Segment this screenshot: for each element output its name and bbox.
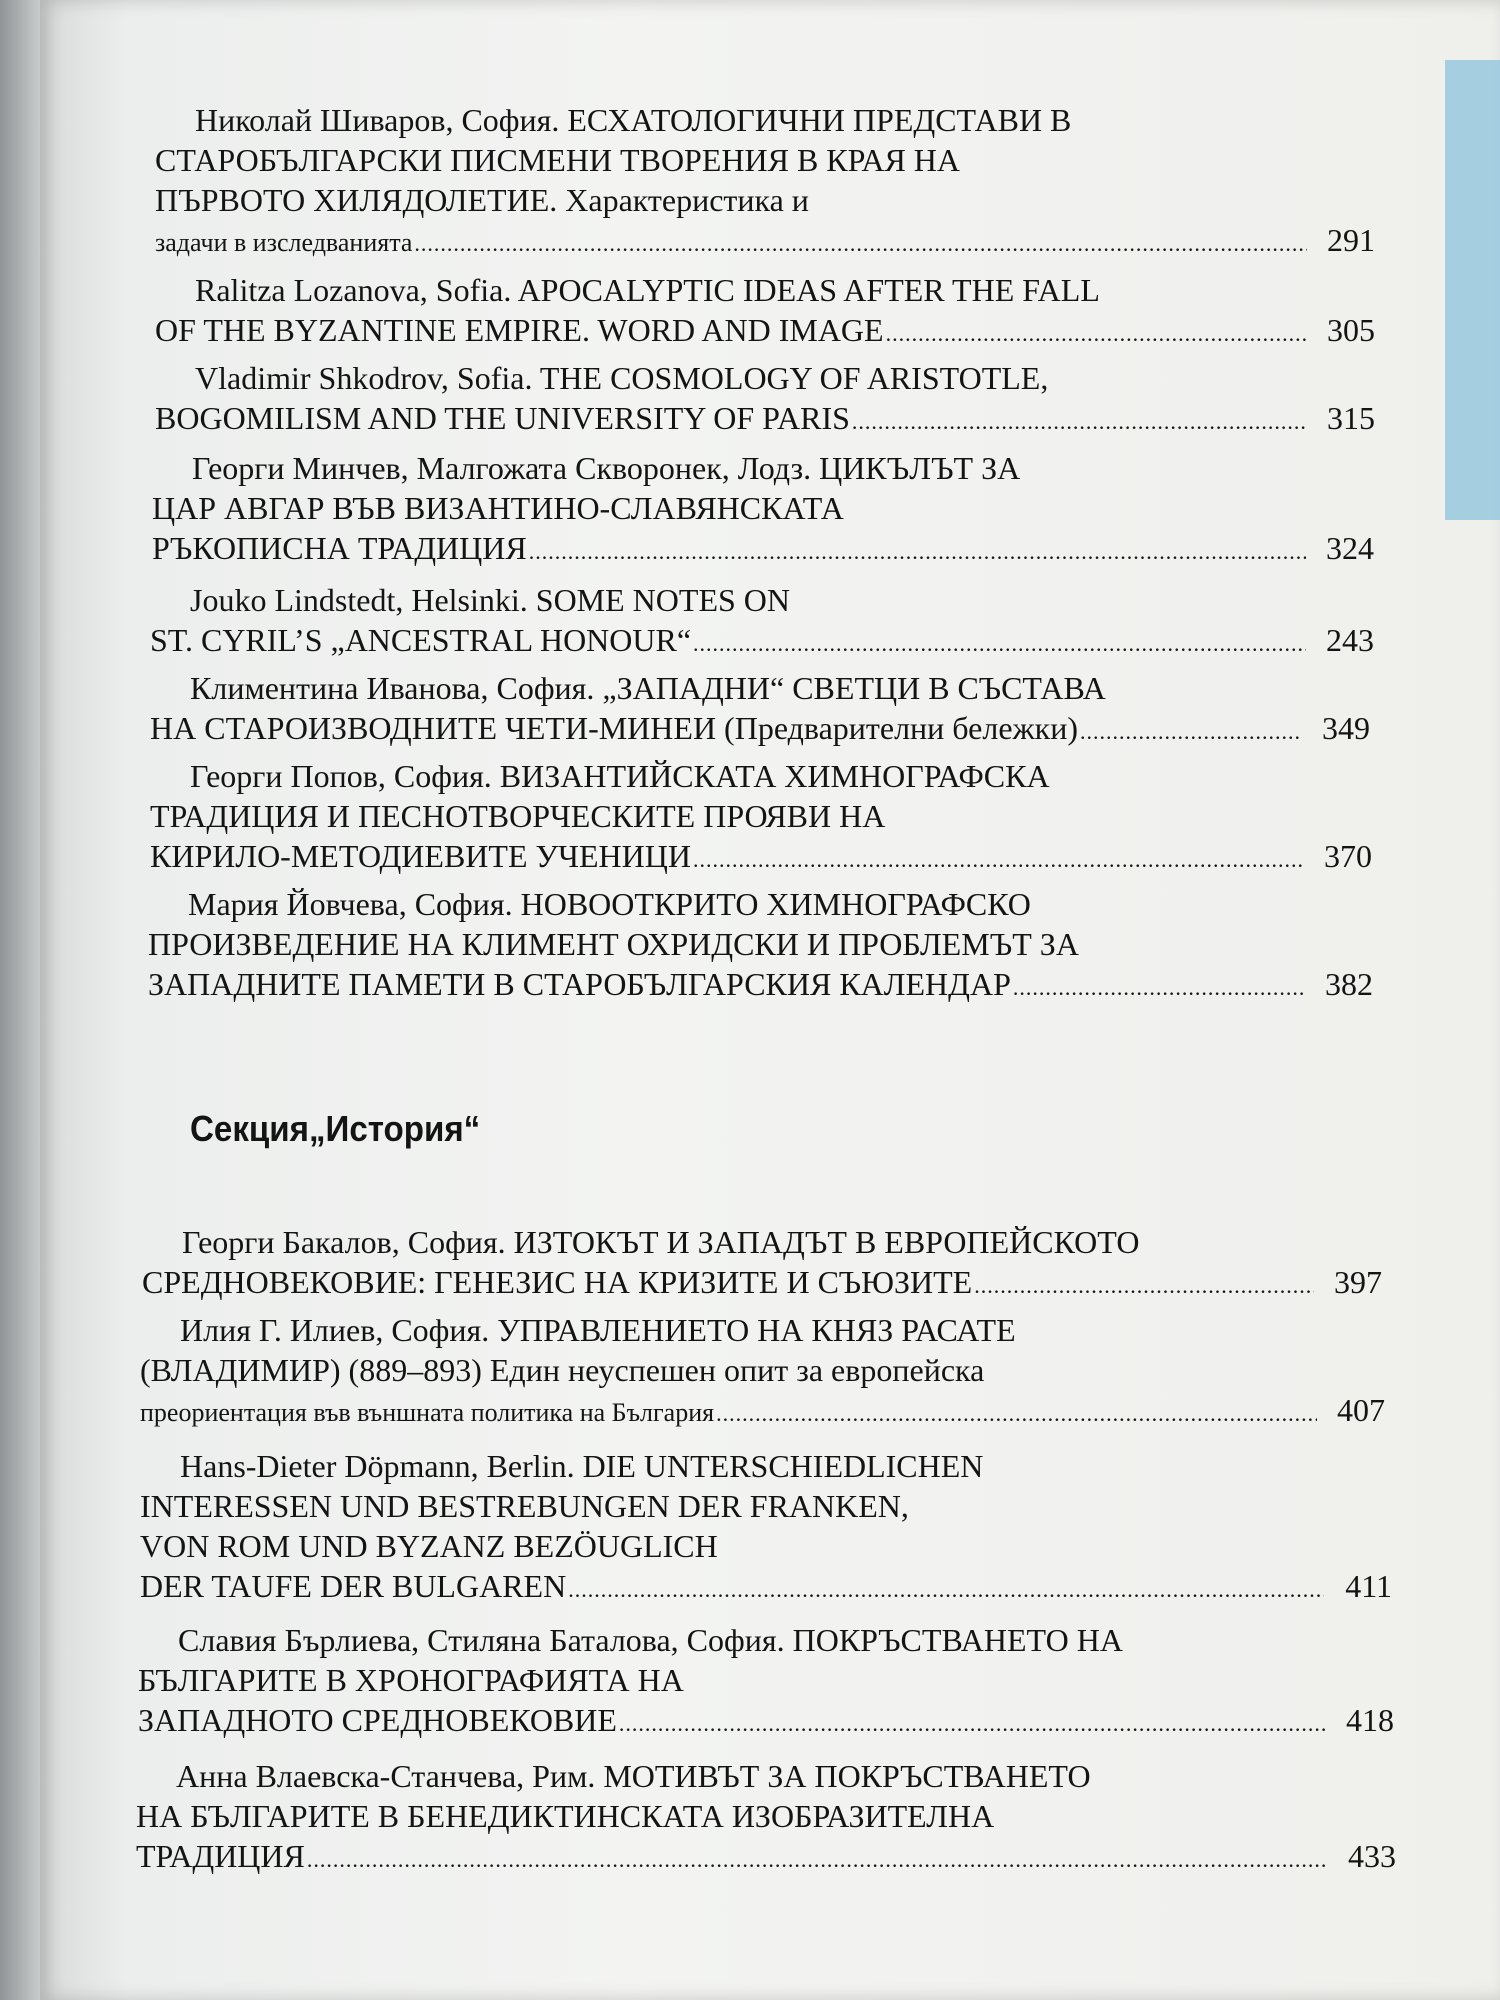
toc-entry-line: VON ROM UND BYZANZ BEZÖUGLICH bbox=[140, 1528, 718, 1564]
toc-entry-last-line bbox=[150, 620, 1374, 664]
toc-entry-title-end: СРЕДНОВЕКОВИЕ: ГЕНЕЗИС НА КРИЗИТЕ И СЪЮЗИТЕ bbox=[142, 1264, 973, 1300]
toc-entry-line: Анна Влаевска-Станчева, Рим. МОТИВЪТ ЗА ПОКРЪСТВАНЕТО bbox=[176, 1758, 1091, 1794]
toc-entry-title-end: КИРИЛО-МЕТОДИЕВИТЕ УЧЕНИЦИ bbox=[150, 838, 691, 874]
page-number: 324 bbox=[1326, 530, 1374, 566]
page-number: 349 bbox=[1322, 710, 1370, 746]
toc-entry bbox=[152, 448, 1374, 572]
dot-leader bbox=[693, 840, 1304, 880]
toc-entry-line: Георги Попов, София. ВИЗАНТИЙСКАТА ХИМНОГРАФСКА bbox=[190, 758, 1050, 794]
toc-entry-last-line bbox=[155, 310, 1375, 354]
toc-entry bbox=[155, 270, 1375, 354]
toc-entry-last-line bbox=[150, 708, 1370, 752]
toc-entry-line: Илия Г. Илиев, София. УПРАВЛЕНИЕТО НА КНЯЗ РАСАТЕ bbox=[180, 1312, 1016, 1348]
toc-entry-line: ТРАДИЦИЯ И ПЕСНОТВОРЧЕСКИТЕ ПРОЯВИ НА bbox=[150, 798, 886, 834]
toc-entry-line: ЦАР АВГАР ВЪВ ВИЗАНТИНО-СЛАВЯНСКАТА bbox=[152, 490, 844, 526]
page-number: 407 bbox=[1337, 1392, 1385, 1428]
page-number: 397 bbox=[1334, 1264, 1382, 1300]
dot-leader bbox=[852, 402, 1307, 442]
dot-leader bbox=[568, 1570, 1324, 1610]
toc-entry bbox=[155, 358, 1375, 442]
page-number: 243 bbox=[1326, 622, 1374, 658]
toc-entry-line: Мария Йовчева, София. НОВООТКРИТО ХИМНОГРАФСКО bbox=[188, 886, 1031, 922]
toc-entry-last-line bbox=[140, 1566, 1392, 1610]
toc-entry-line: (ВЛАДИМИР) (889–893) Един неуспешен опит за европейска bbox=[140, 1352, 985, 1388]
toc-entry-line: БЪЛГАРИТЕ В ХРОНОГРАФИЯТА НА bbox=[138, 1662, 684, 1698]
toc-entry-line: Jouko Lindstedt, Helsinki. SOME NOTES ON bbox=[190, 582, 790, 618]
toc-entry-title-end: ST. CYRIL’S „ANCESTRAL HONOUR“ bbox=[150, 622, 692, 658]
toc-entry-last-line bbox=[142, 1262, 1382, 1306]
dot-leader bbox=[529, 532, 1306, 572]
toc-entry bbox=[140, 1310, 1385, 1434]
toc-entry-line: Vladimir Shkodrov, Sofia. THE COSMOLOGY OF ARISTOTLE, bbox=[195, 360, 1049, 396]
toc-entry bbox=[150, 756, 1372, 880]
toc-entry-title-end: задачи в изследванията bbox=[155, 228, 413, 257]
toc-entry bbox=[142, 1222, 1382, 1306]
dot-leader bbox=[974, 1266, 1314, 1306]
toc-entry-line: Климентина Иванова, София. „ЗАПАДНИ“ СВЕТЦИ В СЪСТАВА bbox=[190, 670, 1106, 706]
dot-leader bbox=[307, 1840, 1328, 1880]
dot-leader bbox=[886, 314, 1307, 354]
dot-leader bbox=[716, 1394, 1317, 1434]
toc-entry-title-end: DER TAUFE DER BULGAREN bbox=[140, 1568, 567, 1604]
page-number: 433 bbox=[1348, 1838, 1396, 1874]
toc-entry-last-line bbox=[138, 1700, 1394, 1744]
page-number: 305 bbox=[1327, 312, 1375, 348]
toc-entry bbox=[140, 1446, 1392, 1610]
toc-entry bbox=[148, 884, 1373, 1008]
toc-entry-title-end: OF THE BYZANTINE EMPIRE. WORD AND IMAGE bbox=[155, 312, 884, 348]
toc-entry-last-line bbox=[150, 836, 1372, 880]
toc-entry-title-end: преориентация във външната политика на България bbox=[140, 1398, 715, 1427]
dot-leader bbox=[1080, 712, 1302, 752]
toc-entry-line: Георги Бакалов, София. ИЗТОКЪТ И ЗАПАДЪТ В ЕВРОПЕЙСКОТО bbox=[182, 1224, 1140, 1260]
toc-entry-line: НА БЪЛГАРИТЕ В БЕНЕДИКТИНСКАТА ИЗОБРАЗИТЕЛНА bbox=[136, 1798, 995, 1834]
toc-entry-last-line bbox=[140, 1390, 1385, 1434]
toc-entry-last-line bbox=[155, 398, 1375, 442]
dot-leader bbox=[414, 224, 1307, 264]
page-number: 291 bbox=[1327, 222, 1375, 258]
toc-entry-last-line bbox=[152, 528, 1374, 572]
toc-entry bbox=[150, 580, 1374, 664]
toc-entry bbox=[138, 1620, 1394, 1744]
page-number: 418 bbox=[1346, 1702, 1394, 1738]
toc-entry-last-line bbox=[148, 964, 1373, 1008]
page-number: 315 bbox=[1327, 400, 1375, 436]
toc-entry-title-end: РЪКОПИСНА ТРАДИЦИЯ bbox=[152, 530, 527, 566]
dot-leader bbox=[1013, 968, 1305, 1008]
section-heading: Секция„История“ bbox=[190, 1108, 481, 1149]
toc-entry-line: Георги Минчев, Малгожата Скворонек, Лодз. ЦИКЪЛЪТ ЗА bbox=[192, 450, 1021, 486]
toc-entry-last-line bbox=[155, 220, 1375, 264]
dot-leader bbox=[693, 624, 1306, 664]
toc-entry-last-line bbox=[136, 1836, 1396, 1880]
page-number: 370 bbox=[1324, 838, 1372, 874]
toc-entry-line: Славия Бърлиева, Стиляна Баталова, София. ПОКРЪСТВАНЕТО НА bbox=[178, 1622, 1123, 1658]
toc-entry-title-end: ЗАПАДНИТЕ ПАМЕТИ В СТАРОБЪЛГАРСКИЯ КАЛЕНДАР bbox=[148, 966, 1011, 1002]
toc-entry-line: ПРОИЗВЕДЕНИЕ НА КЛИМЕНТ ОХРИДСКИ И ПРОБЛЕМЪТ ЗА bbox=[148, 926, 1079, 962]
toc-entry-line: Ralitza Lozanova, Sofia. APOCALYPTIC IDEAS AFTER THE FALL bbox=[195, 272, 1100, 308]
toc-entry bbox=[136, 1756, 1396, 1880]
toc-entry-line: СТАРОБЪЛГАРСКИ ПИСМЕНИ ТВОРЕНИЯ В КРАЯ НА bbox=[155, 142, 961, 178]
toc-entry-title-end: BOGOMILISM AND THE UNIVERSITY OF PARIS bbox=[155, 400, 850, 436]
toc-entry-title-end: ТРАДИЦИЯ bbox=[136, 1838, 305, 1874]
page-number: 382 bbox=[1325, 966, 1373, 1002]
toc-entry bbox=[155, 100, 1375, 264]
toc-entry-title-end: ЗАПАДНОТО СРЕДНОВЕКОВИЕ bbox=[138, 1702, 617, 1738]
toc-entry-line: ПЪРВОТО ХИЛЯДОЛЕТИЕ. Характеристика и bbox=[155, 182, 809, 218]
page-number: 411 bbox=[1345, 1568, 1392, 1604]
toc-entry-line: Hans-Dieter Döpmann, Berlin. DIE UNTERSCHIEDLICHEN bbox=[180, 1448, 984, 1484]
toc-entry bbox=[150, 668, 1370, 752]
dot-leader bbox=[619, 1704, 1326, 1744]
toc-entry-line: Николай Шиваров, София. ЕСХАТОЛОГИЧНИ ПРЕДСТАВИ В bbox=[195, 102, 1072, 138]
toc-entry-title-end: НА СТАРОИЗВОДНИТЕ ЧЕТИ-МИНЕИ (Предварителни бележки) bbox=[150, 710, 1078, 746]
toc-entry-line: INTERESSEN UND BESTREBUNGEN DER FRANKEN, bbox=[140, 1488, 909, 1524]
